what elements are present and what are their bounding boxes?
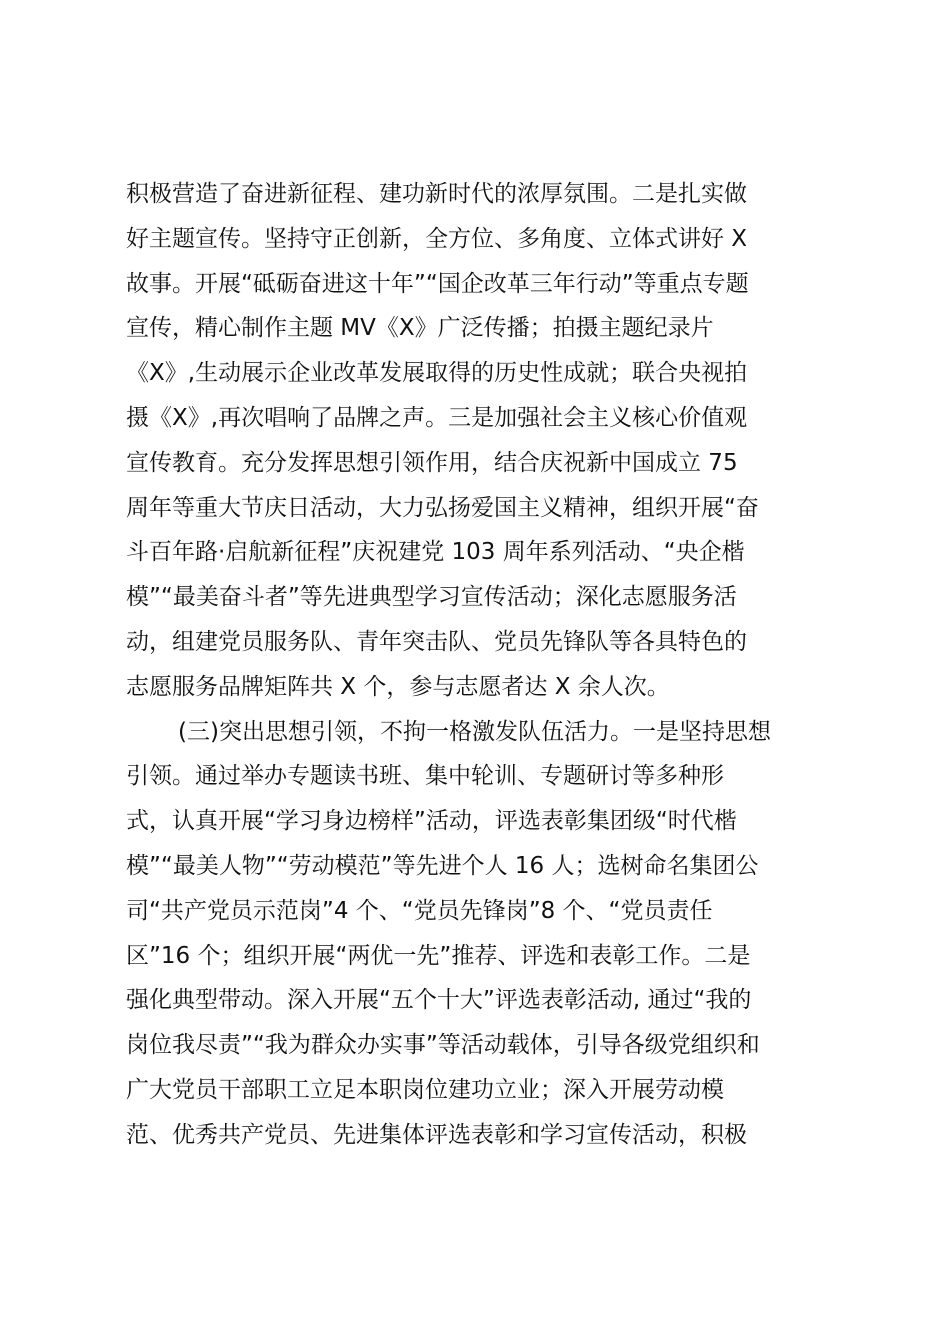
text-line: 宣传教育。充分发挥思想引领作用，结合庆祝新中国成立 75 xyxy=(126,449,738,476)
text-line: 宣传，精心制作主题 MV《X》广泛传播；拍摄主题纪录片 xyxy=(126,315,714,342)
text-line: 故事。开展“砥砺奋进这十年”“国企改革三年行动”等重点专题 xyxy=(126,270,749,297)
text-line: 广大党员干部职工立足本职岗位建功立业；深入开展劳动模 xyxy=(126,1076,724,1103)
text-line: 强化典型带动。深入开展“五个十大”评选表彰活动, 通过“我的 xyxy=(126,987,752,1014)
text-line: 模”“最美人物”“劳动模范”等先进个人 16 人；选树命名集团公 xyxy=(126,852,759,879)
text-line: 周年等重大节庆日活动，大力弘扬爱国主义精神，组织开展“奋 xyxy=(126,494,759,521)
text-line: 式，认真开展“学习身边榜样”活动，评选表彰集团级“时代楷 xyxy=(126,808,737,835)
text-line: 司“共产党员示范岗”4 个、“党员先锋岗”8 个、“党员责任 xyxy=(126,897,713,924)
text-line: 志愿服务品牌矩阵共 X 个，参与志愿者达 X 余人次。 xyxy=(126,673,670,700)
text-line: 引领。通过举办专题读书班、集中轮训、专题研讨等多种形 xyxy=(126,763,724,790)
text-line: 岗位我尽责”“我为群众办实事”等活动载体，引导各级党组织和 xyxy=(126,1032,760,1059)
text-line: 斗百年路·启航新征程”庆祝建党 103 周年系列活动、“央企楷 xyxy=(126,539,745,566)
text-line: 《X》,生动展示企业改革发展取得的历史性成就；联合央视拍 xyxy=(126,360,748,387)
text-line: 动，组建党员服务队、青年突击队、党员先锋队等各具特色的 xyxy=(126,628,747,655)
text-line: 摄《X》,再次唱响了品牌之声。三是加强社会主义核心价值观 xyxy=(126,404,748,431)
text-line: 积极营造了奋进新征程、建功新时代的浓厚氛围。二是扎实做 xyxy=(126,181,747,207)
text-line: 好主题宣传。坚持守正创新，全方位、多角度、立体式讲好 X xyxy=(126,225,748,252)
text-line: 模”“最美奋斗者”等先进典型学习宣传活动；深化志愿服务活 xyxy=(126,584,737,611)
section-heading-line: (三)突出思想引领，不拘一格激发队伍活力。一是坚持思想 xyxy=(178,718,771,745)
text-line: 范、优秀共产党员、先进集体评选表彰和学习宣传活动，积极 xyxy=(126,1121,747,1148)
document-body xyxy=(126,172,836,1158)
text-line: 区”16 个；组织开展“两优一先”推荐、评选和表彰工作。二是 xyxy=(126,942,751,969)
